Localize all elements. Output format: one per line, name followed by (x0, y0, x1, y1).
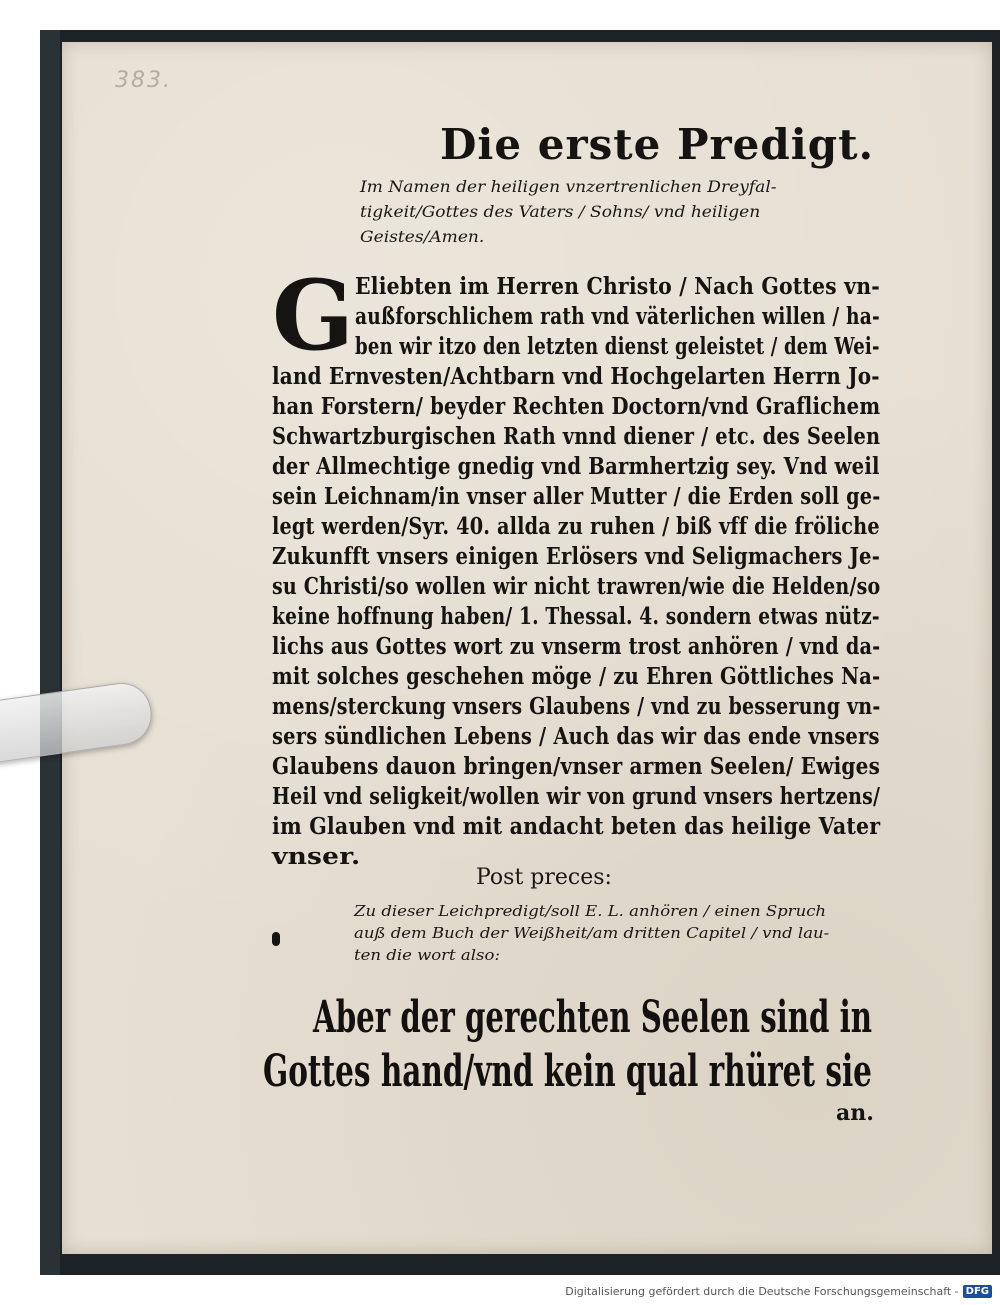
body-line: keine hoffnung haben/ 1. Thessal. 4. sondern etwas nütz- (272, 603, 880, 630)
digitization-footer (565, 1280, 992, 1302)
body-line: Eliebten im Herren Christo / Nach Gottes vn- (355, 273, 880, 300)
catchword: an. (836, 1100, 874, 1126)
body-line: land Ernvesten/Achtbarn vnd Hochgelarten Herrn Jo- (272, 363, 880, 390)
invocation-block: Im Namen der heiligen vnzertrenlichen Dreyfal- tigkeit/Gottes des Vaters / Sohns/ vnd heiligen Geistes/Amen. (360, 178, 777, 246)
footer-credit: Digitalisierung gefördert durch die Deutsche Forschungsgemeinschaft - (565, 1284, 959, 1298)
pencil-page-mark: 383. (115, 68, 172, 93)
body-line: ben wir itzo den letzten dienst geleistet / dem Wei- (355, 333, 880, 360)
body-line: su Christi/so wollen wir nicht trawren/wie die Helden/so (272, 573, 881, 600)
note-line: ten die wort also: (354, 946, 501, 964)
body-line: Heil vnd seligkeit/wollen wir von grund vnsers hertzens/ (272, 783, 881, 810)
body-line: sers sündlichen Lebens / Auch das wir das ende vnsers (272, 723, 880, 750)
body-line: Glaubens dauon bringen/vnser armen Seelen/ Ewiges (272, 753, 881, 780)
body-line: im Glauben vnd mit andacht beten das heilige Vater (272, 813, 881, 840)
body-line: han Forstern/ beyder Rechten Doctorn/vnd Graflichem (272, 393, 881, 420)
book-spine-edge (40, 30, 60, 1275)
note-line: Zu dieser Leichpredigt/soll E. L. anhören / einen Spruch (354, 902, 827, 920)
body-line: Schwartzburgischen Rath vnnd diener / etc. des Seelen (272, 423, 881, 450)
body-line: Zukunfft vnsers einigen Erlösers vnd Seligmachers Je- (272, 543, 881, 570)
post-preces-heading: Post preces: (476, 865, 612, 890)
dfg-logo: DFG (963, 1285, 992, 1298)
body-line: mens/sterckung vnsers Glaubens / vnd zu besserung vn- (272, 693, 881, 720)
body-line: außforschlichem rath vnd väterlichen willen / ha- (355, 303, 880, 330)
drop-cap-initial: G (272, 259, 354, 372)
body-line: der Allmechtige gnedig vnd Barmhertzig sey. Vnd weil (272, 453, 880, 480)
page-title: Die erste Predigt. (440, 120, 875, 169)
body-line: sein Leichnam/in vnser aller Mutter / die Erden soll ge- (272, 483, 881, 510)
body-line: vnser. (272, 843, 361, 870)
body-line: legt werden/Syr. 40. allda zu ruhen / biß vff die fröliche (272, 513, 880, 540)
verse-line: Gottes hand/vnd kein qual rhüret sie (263, 1046, 872, 1097)
body-line: lichs aus Gottes wort zu vnserm trost anhören / vnd da- (272, 633, 881, 660)
note-line: auß dem Buch der Weißheit/am dritten Capitel / vnd lau- (354, 924, 830, 942)
ink-marker (272, 932, 280, 946)
verse-line: Aber der gerechten Seelen sind in (313, 992, 873, 1043)
body-line: mit solches geschehen möge / zu Ehren Göttliches Na- (272, 663, 881, 690)
